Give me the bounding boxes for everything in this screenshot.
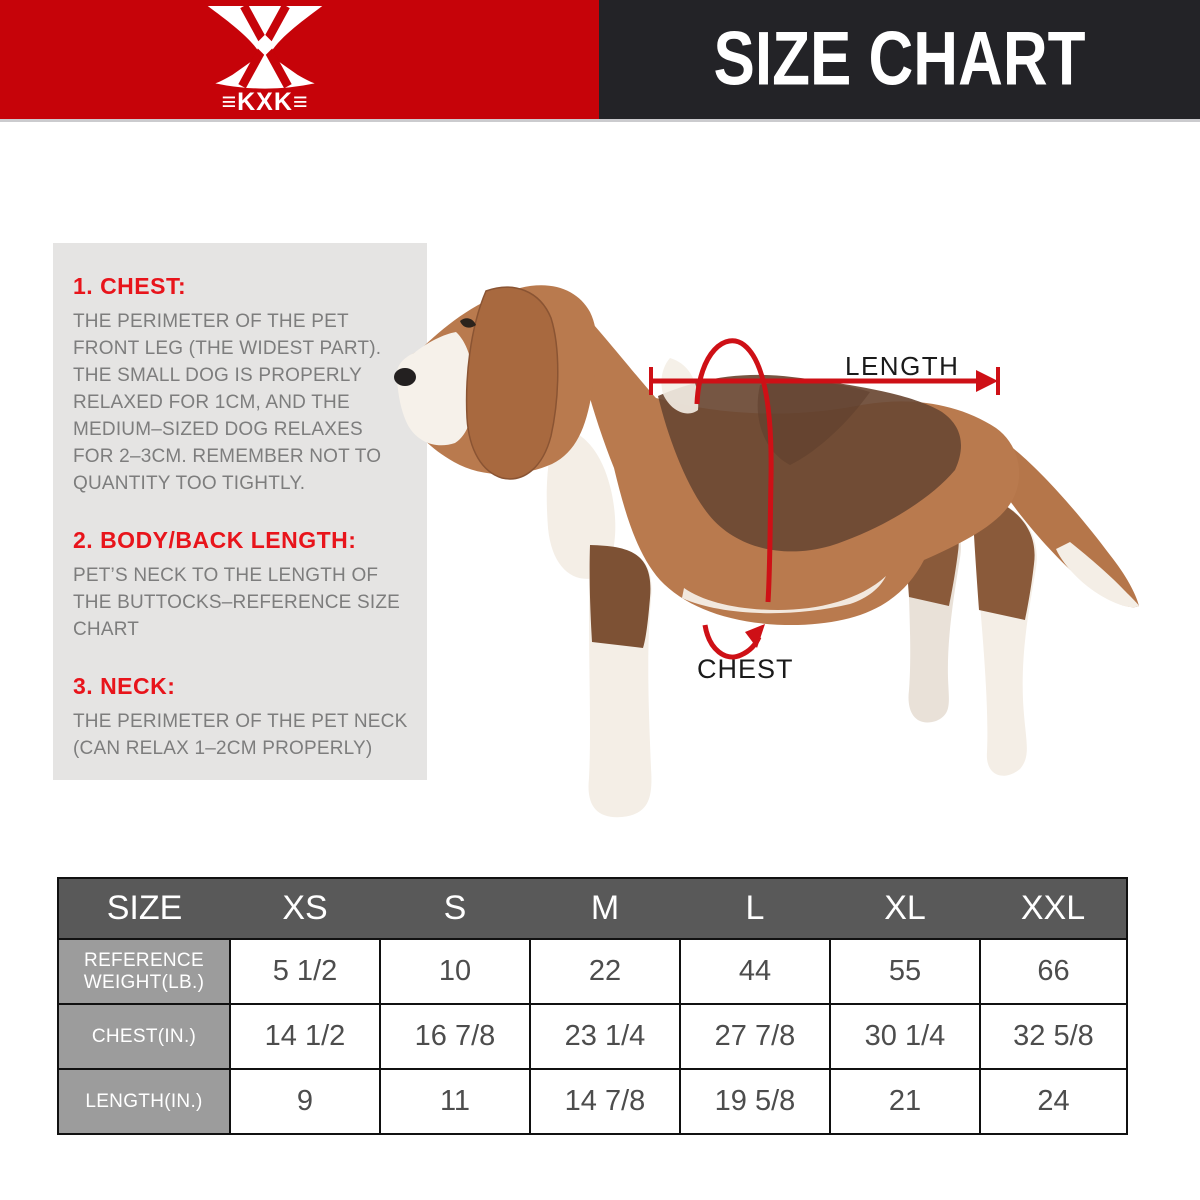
row-label-weight: REFERENCE WEIGHT(LB.) xyxy=(58,939,230,1004)
table-row-weight xyxy=(58,939,1127,1004)
table-header-size: SIZE xyxy=(58,878,230,939)
instructions-panel xyxy=(53,243,427,780)
table-row-chest xyxy=(58,1004,1127,1069)
logo-text: ≡KXK≡ xyxy=(221,88,309,116)
table-cell: 30 1/4 xyxy=(830,1004,980,1069)
table-header-xxl: XXL xyxy=(980,878,1127,939)
table-header-row xyxy=(58,878,1127,939)
table-header-s: S xyxy=(380,878,530,939)
table-cell: 23 1/4 xyxy=(530,1004,680,1069)
size-table xyxy=(57,877,1128,1135)
instruction-body-chest: THE PERIMETER OF THE PET FRONT LEG (THE WIDEST PART). THE SMALL DOG IS PROPERLY RELAXED FOR 1CM, AND THE MEDIUM–SIZED DOG RELAXES FOR 2–3CM. REMEMBER NOT TO QUANTITY TOO TIGHTLY. xyxy=(73,311,382,494)
table-cell: 55 xyxy=(830,939,980,1004)
dog-nose xyxy=(394,368,416,386)
table-cell: 24 xyxy=(980,1069,1127,1134)
header-divider xyxy=(0,119,1200,122)
table-cell: 19 5/8 xyxy=(680,1069,830,1134)
header-banner xyxy=(0,0,1200,119)
table-cell: 14 1/2 xyxy=(230,1004,380,1069)
instruction-heading-chest: 1. CHEST: xyxy=(73,273,187,299)
instruction-body-neck: THE PERIMETER OF THE PET NECK (CAN RELAX 1–2CM PROPERLY) xyxy=(73,711,408,759)
table-cell: 16 7/8 xyxy=(380,1004,530,1069)
table-cell: 14 7/8 xyxy=(530,1069,680,1134)
table-cell: 21 xyxy=(830,1069,980,1134)
table-cell: 9 xyxy=(230,1069,380,1134)
dog-illustration xyxy=(380,258,1170,842)
length-label: LENGTH xyxy=(845,351,960,381)
page-title: SIZE CHART xyxy=(713,17,1086,102)
table-header-l: L xyxy=(680,878,830,939)
table-cell: 27 7/8 xyxy=(680,1004,830,1069)
chest-arrow-icon xyxy=(705,624,765,657)
table-cell: 44 xyxy=(680,939,830,1004)
table-row-length xyxy=(58,1069,1127,1134)
table-cell: 22 xyxy=(530,939,680,1004)
table-header-m: M xyxy=(530,878,680,939)
table-cell: 11 xyxy=(380,1069,530,1134)
table-header-xl: XL xyxy=(830,878,980,939)
row-label-chest: CHEST(IN.) xyxy=(58,1004,230,1069)
instruction-heading-body-length: 2. BODY/BACK LENGTH: xyxy=(73,527,357,553)
table-header-xs: XS xyxy=(230,878,380,939)
table-cell: 5 1/2 xyxy=(230,939,380,1004)
table-cell: 66 xyxy=(980,939,1127,1004)
table-cell: 10 xyxy=(380,939,530,1004)
kxk-logo-icon xyxy=(203,6,327,90)
table-cell: 32 5/8 xyxy=(980,1004,1127,1069)
chest-label: CHEST xyxy=(697,654,794,684)
instruction-heading-neck: 3. NECK: xyxy=(73,673,176,699)
instruction-body-body-length: PET’S NECK TO THE LENGTH OF THE BUTTOCKS–REFERENCE SIZE CHART xyxy=(73,565,401,640)
row-label-length: LENGTH(IN.) xyxy=(58,1069,230,1134)
